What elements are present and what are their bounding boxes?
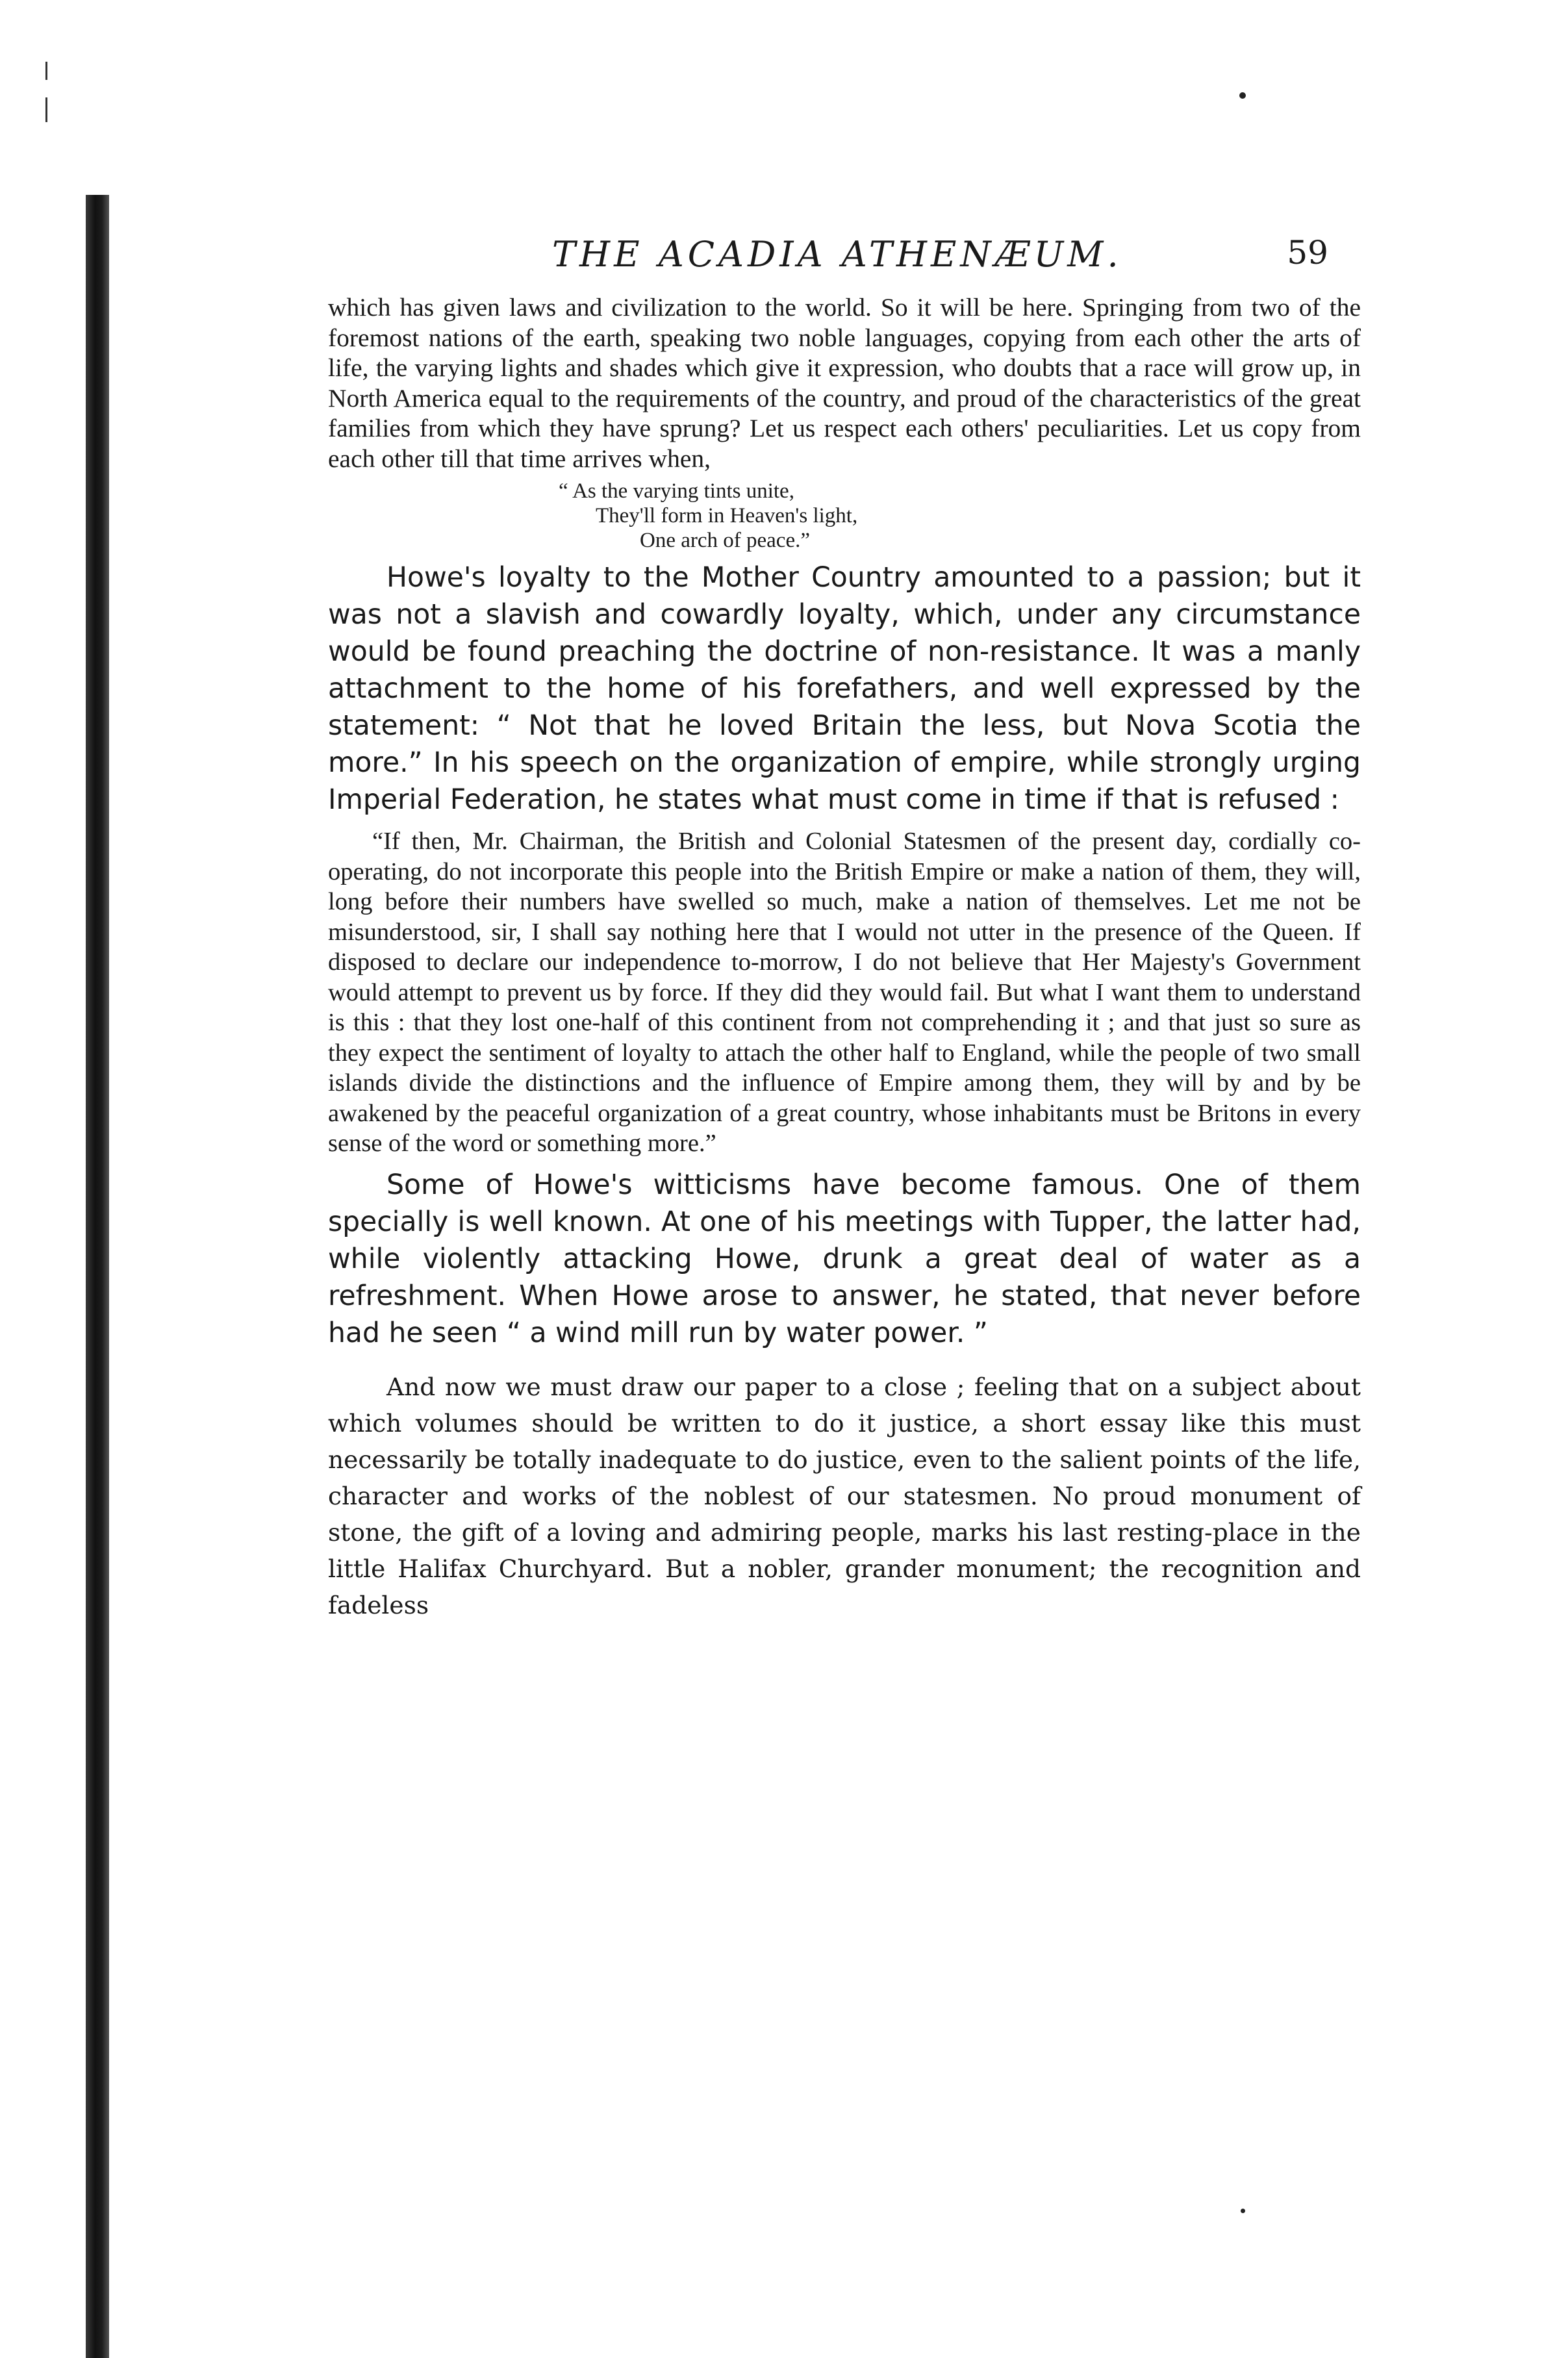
poem-line: They'll form in Heaven's light, [596, 504, 858, 527]
paragraph: Some of Howe's witticisms have become famous. One of them specially is well known. At one of his meetings with Tupper, the latter had, while violently attacking Howe, drunk a great deal of water as a refreshment. When Howe arose to answer, he stated, that never before had he seen “ a wind mill run by water power. ” [328, 1169, 1361, 1349]
paragraph: And now we must draw our paper to a close ; feeling that on a subject about which volumes should be written to do it justice, a short essay like this must necessarily be totally inadequate to do justice, even to the salient points of the life, character and works of the noblest of our statesmen. No proud monument of stone, the gift of a loving and admiring people, marks his last resting-place in the little Halifax Churchyard. But a nobler, grander monument; the recognition and fadeless [328, 1372, 1361, 1619]
ink-speck [1239, 92, 1246, 99]
page-binding-edge [86, 195, 109, 2358]
ink-speck [1241, 2209, 1245, 2213]
binding-mark [45, 97, 47, 122]
running-header [328, 234, 1361, 292]
paragraph: Howe's loyalty to the Mother Country amounted to a passion; but it was not a slavish and cowardly loyalty, which, under any circumstance would be found preaching the doctrine of non-resistance. It was a manly attachment to the home of his forefathers, and well expressed by the statement: “ Not that he loved Britain the less, but Nova Scotia the more.” In his speech on the organization of empire, while strongly urging Imperial Federation, he states what must come in time if that is refused : [328, 562, 1361, 816]
poem-line: One arch of peace.” [640, 529, 810, 552]
poem-line: “ As the varying tints unite, [559, 479, 794, 503]
page-number: 59 [1287, 234, 1328, 272]
document-page [328, 234, 1361, 1623]
journal-title: THE ACADIA ATHENÆUM. [552, 234, 1122, 275]
binding-mark [45, 62, 47, 80]
poem-quote [328, 479, 1361, 553]
block-quote: “If then, Mr. Chairman, the British and Colonial Statesmen of the present day, cordially co-operating, do not incorporate this people into the British Empire or make a nation of them, they will, long before their numbers have swelled so much, make a nation of themselves. Let me not be misunderstood, sir, I shall say nothing here that I would not utter in the presence of the Queen. If disposed to declare our independence to-morrow, I do not believe that Her Majesty's Government would attempt to prevent us by force. If they did they would fail. But what I want them to understand is this : that they lost one-half of this continent from not comprehending it ; and that just so sure as they expect the sentiment of loyalty to attach the other half to England, while the people of two small islands divide the distinctions and the influence of Empire among them, they will by and by be awakened by the peaceful organization of a great country, whose inhabitants must be Britons in every sense of the word or something more.” [328, 828, 1361, 1157]
paragraph: which has given laws and civilization to the world. So it will be here. Springing from two of the foremost nations of the earth, speaking two noble languages, copying from each other the arts of life, the varying lights and shades which give it expression, who doubts that a race will grow up, in North America equal to the requirements of the country, and proud of the characteristics of the great families from which they have sprung? Let us respect each others' peculiarities. Let us copy from each other till that time arrives when, [328, 293, 1361, 473]
